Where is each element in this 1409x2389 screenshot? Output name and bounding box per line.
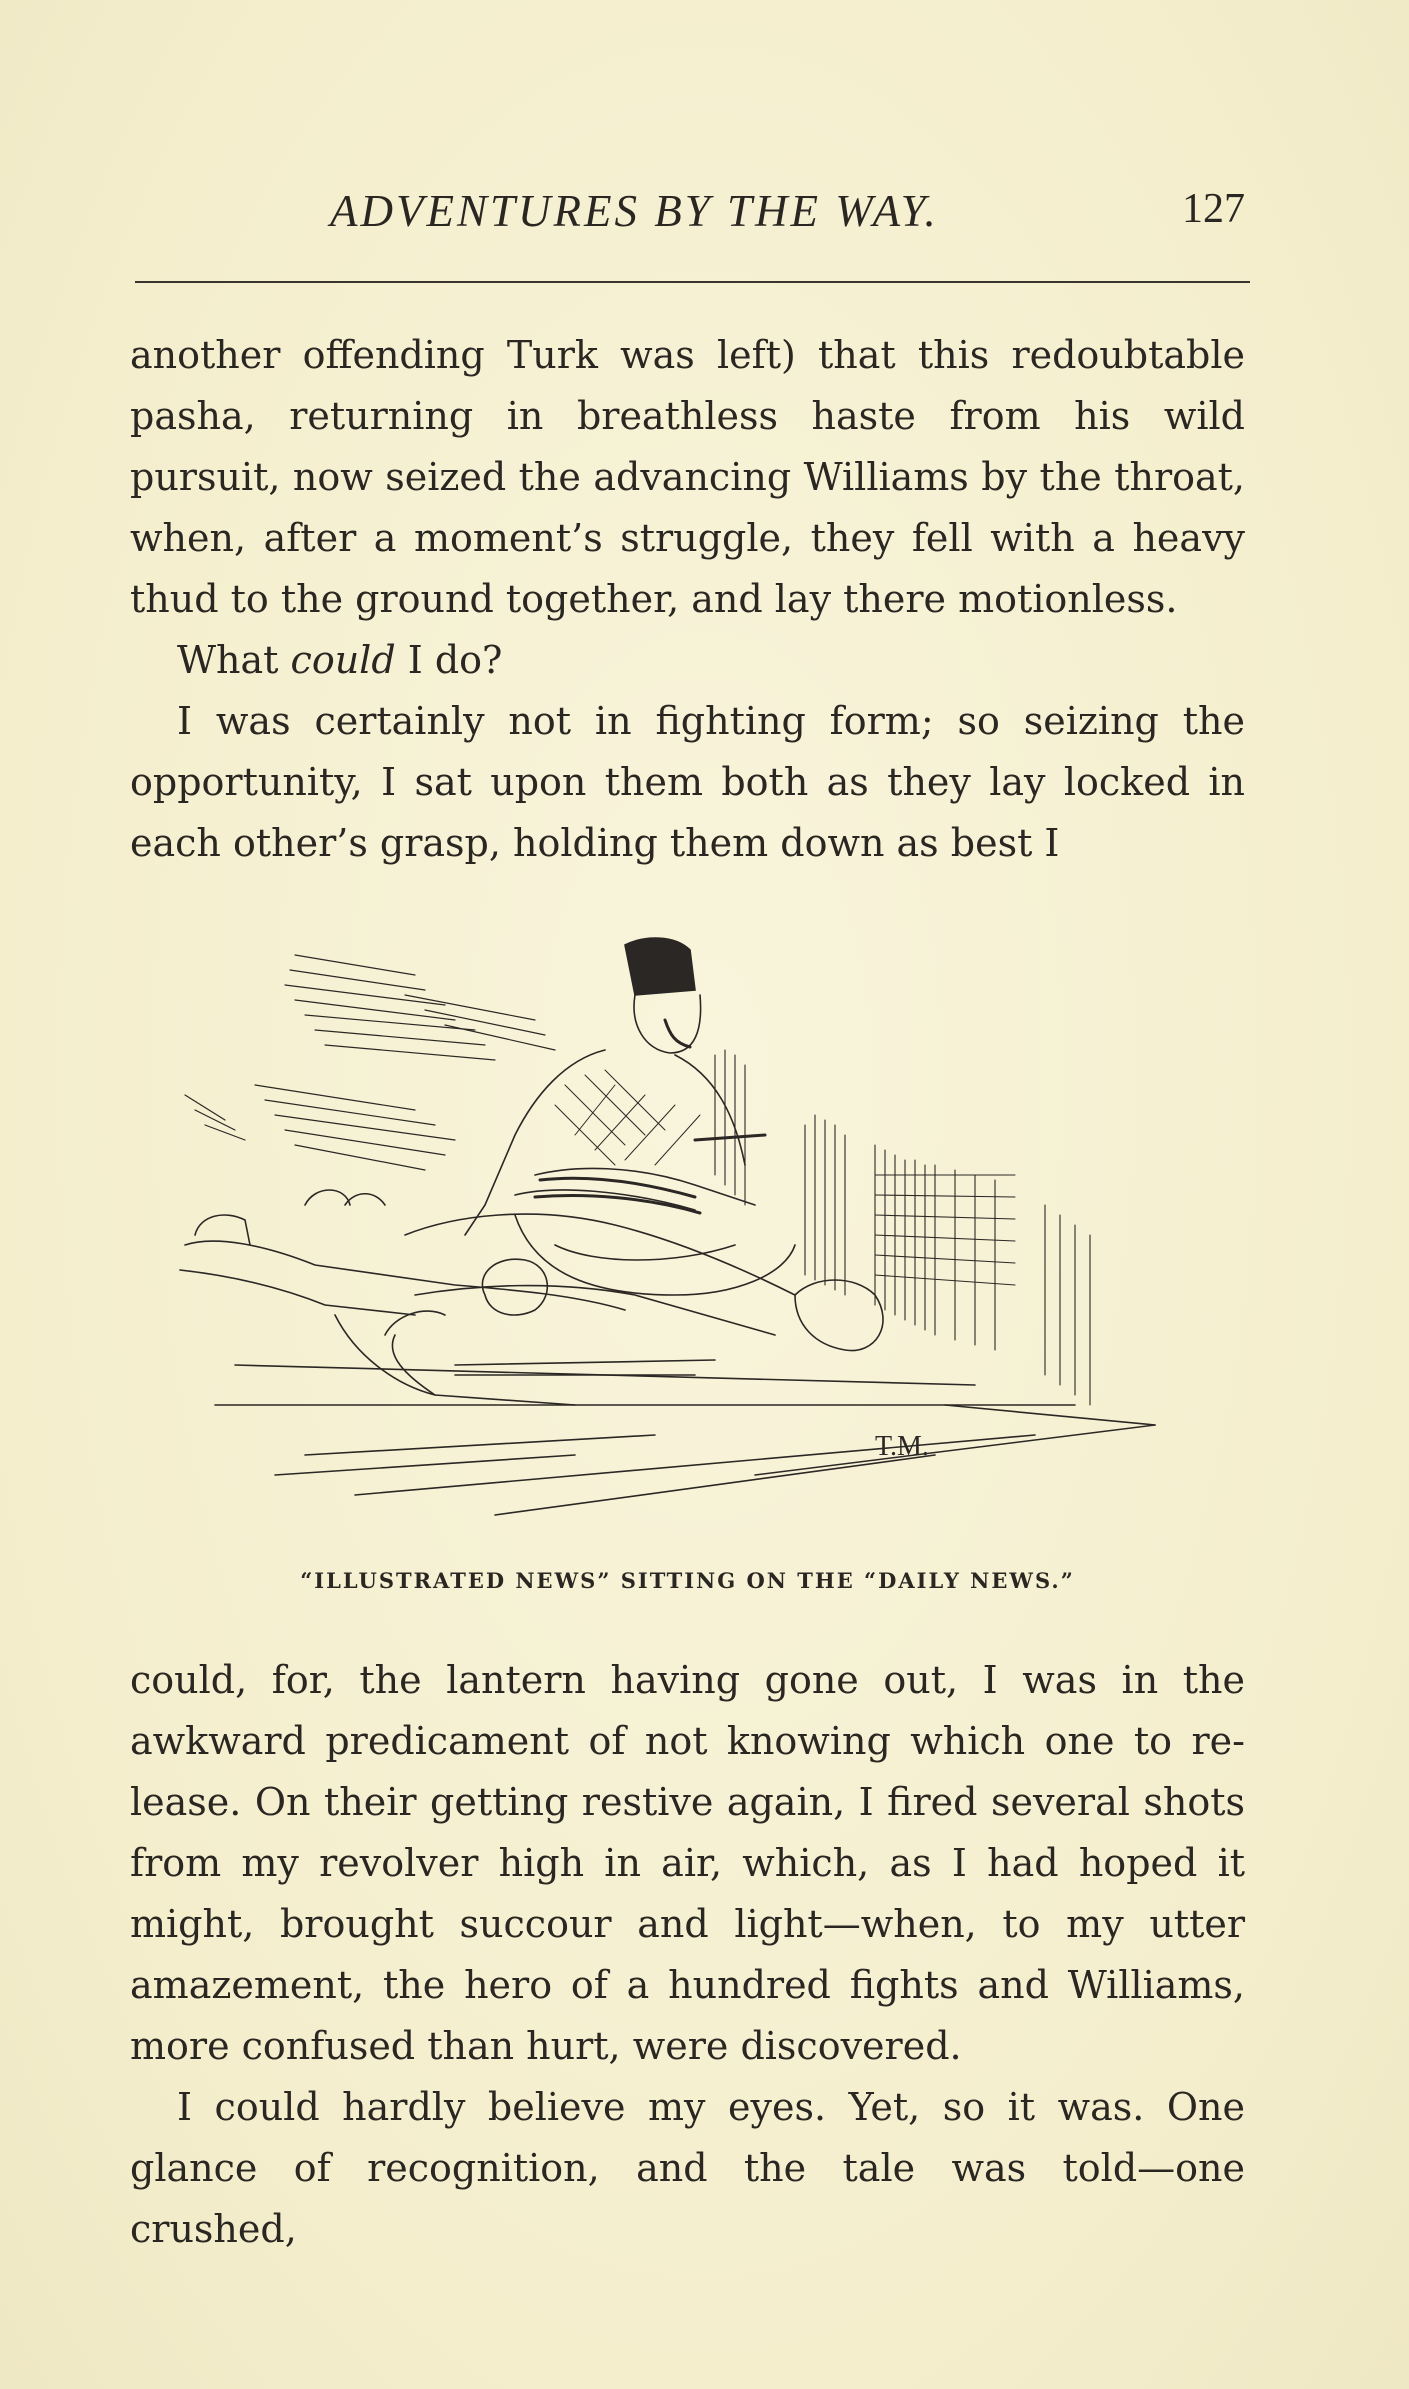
paragraph: another offending Turk was left) that this redoubtable pasha, returning in breathless haste from his wild pursuit, now seized the advancing Williams by the throat, when, after a moment’s struggle, they fell with a heavy thud to the ground together, and lay there motionless. <box>130 333 1245 621</box>
paragraph: could, for, the lantern having gone out, I was in the awkward predicament of not knowing which one to re-lease. On their getting restive again, I fired several shots from my revolver high in air, which, as I had hoped it might, brought succour and light—when, to my utter amazement, the hero of a hundred fights and Williams, more confused than hurt, were discovered. <box>130 1658 1245 2068</box>
header-rule <box>135 281 1250 283</box>
paragraph: I could hardly believe my eyes. Yet, so it was. One glance of recognition, and the tale was told—one crushed, <box>130 2085 1245 2251</box>
wall-hatching <box>715 1050 1090 1405</box>
text-run: What <box>177 638 291 682</box>
paragraph: I was certainly not in fighting form; so seizing the opportunity, I sat upon them both as they lay locked in each other’s grasp, holding them down as best I <box>130 699 1245 865</box>
floor-lines <box>215 1365 1155 1515</box>
text-run: I do? <box>395 638 503 682</box>
italic-word: could <box>290 638 396 682</box>
paragraph <box>130 630 1245 691</box>
page-header <box>130 185 1245 245</box>
running-head: ADVENTURES BY THE WAY. <box>330 186 939 236</box>
page-number: 127 <box>1182 186 1245 232</box>
artist-signature: T.M. <box>875 1431 929 1462</box>
background-hatching <box>185 955 555 1170</box>
illustration-caption: “ILLUSTRATED NEWS” SITTING ON THE “DAILY NEWS.” <box>300 1568 1075 1593</box>
illustration-engraving <box>155 935 1235 1545</box>
body-text-top <box>130 325 1245 874</box>
body-text-bottom <box>130 1650 1245 2260</box>
lower-figure <box>180 1190 625 1405</box>
upper-figure <box>385 1214 883 1375</box>
